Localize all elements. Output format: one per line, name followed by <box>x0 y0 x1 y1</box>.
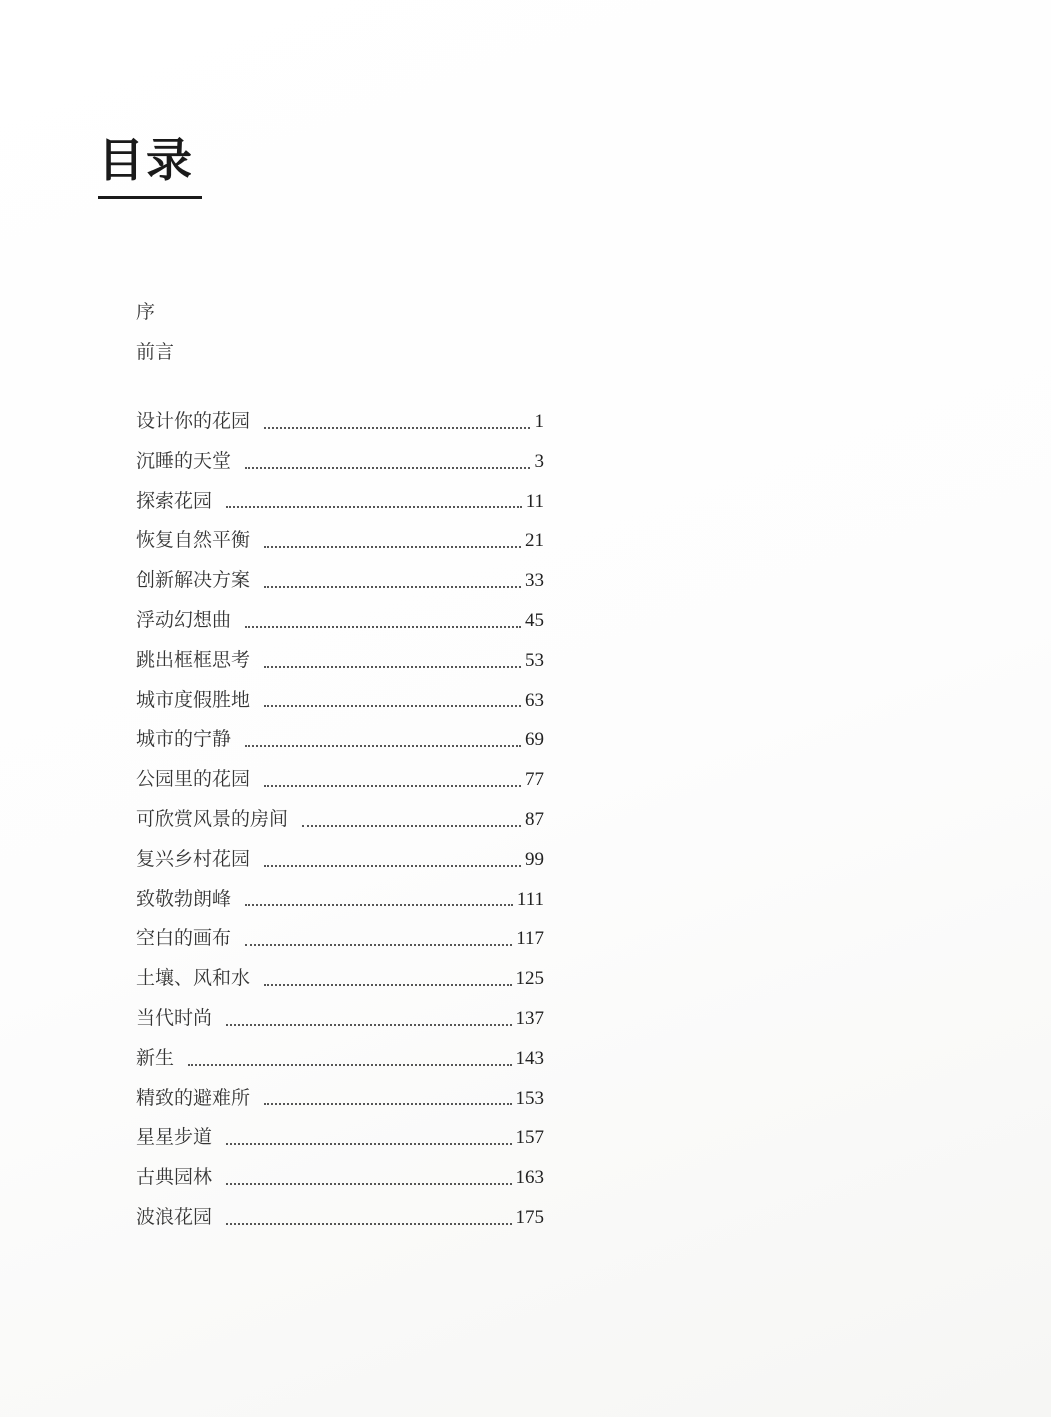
toc-entry <box>136 645 544 685</box>
toc-entry-title: 波浪花园 <box>136 1205 213 1228</box>
dot-leader <box>245 745 521 747</box>
toc-entry <box>136 605 544 645</box>
toc-entry-page-number: 157 <box>515 1127 544 1149</box>
dot-leader <box>188 1064 511 1066</box>
dot-leader <box>302 825 521 827</box>
toc-entry-title: 沉睡的天堂 <box>136 449 232 472</box>
dot-leader <box>226 1183 511 1185</box>
toc-entry <box>136 1162 544 1202</box>
toc-entry-title: 致敬勃朗峰 <box>136 887 232 910</box>
toc-entry <box>136 446 544 486</box>
toc-entry-title: 浮动幻想曲 <box>136 608 232 631</box>
toc-entry-title: 可欣赏风景的房间 <box>136 807 289 830</box>
toc-entry-title: 精致的避难所 <box>136 1086 251 1109</box>
table-of-contents <box>136 406 544 1242</box>
toc-entry-page-number: 1 <box>534 411 544 432</box>
toc-entry-page-number: 117 <box>516 928 544 950</box>
toc-entry <box>136 1083 544 1123</box>
toc-entry-page-number: 69 <box>525 729 544 751</box>
toc-entry <box>136 1122 544 1162</box>
toc-entry-page-number: 99 <box>525 848 544 870</box>
toc-entry <box>136 685 544 725</box>
toc-entry <box>136 565 544 605</box>
toc-entry-page-number: 125 <box>515 968 544 990</box>
toc-entry-page-number: 53 <box>525 649 544 671</box>
toc-entry-page-number: 153 <box>515 1087 544 1109</box>
dot-leader <box>226 506 522 508</box>
toc-entry-page-number: 77 <box>525 769 544 791</box>
dot-leader <box>245 944 512 946</box>
dot-leader <box>264 1103 511 1105</box>
dot-leader <box>264 546 521 548</box>
toc-entry-page-number: 11 <box>525 490 544 512</box>
toc-entry-title: 空白的画布 <box>136 927 232 950</box>
toc-entry-title: 设计你的花园 <box>136 410 251 432</box>
toc-entry-page-number: 163 <box>515 1167 544 1189</box>
toc-entry <box>136 923 544 963</box>
toc-entry <box>136 884 544 924</box>
toc-entry-title: 土壤、风和水 <box>136 967 251 990</box>
dot-leader <box>226 1024 511 1026</box>
toc-entry-title: 创新解决方案 <box>136 569 251 592</box>
toc-entry <box>136 844 544 884</box>
toc-entry <box>136 764 544 804</box>
toc-entry-page-number: 45 <box>525 609 544 631</box>
front-matter-preface: 序 <box>136 301 156 323</box>
dot-leader <box>264 785 521 787</box>
toc-entry <box>136 406 544 446</box>
front-matter-foreword: 前言 <box>136 341 175 363</box>
toc-entry <box>136 486 544 526</box>
dot-leader <box>245 904 513 906</box>
toc-entry <box>136 1043 544 1083</box>
toc-entry-title: 跳出框框思考 <box>136 648 251 671</box>
dot-leader <box>226 1223 511 1225</box>
dot-leader <box>264 984 511 986</box>
toc-entry <box>136 1003 544 1043</box>
toc-entry-page-number: 111 <box>516 888 544 910</box>
dot-leader <box>264 705 521 707</box>
toc-entry <box>136 804 544 844</box>
toc-entry-page-number: 87 <box>525 808 544 830</box>
toc-entry-title: 新生 <box>136 1046 175 1069</box>
toc-entry-title: 当代时尚 <box>136 1006 213 1029</box>
front-matter <box>136 292 174 372</box>
toc-entry-title: 城市度假胜地 <box>136 688 251 711</box>
dot-leader <box>245 626 521 628</box>
toc-entry <box>136 724 544 764</box>
dot-leader <box>264 586 521 588</box>
dot-leader <box>264 865 521 867</box>
dot-leader <box>264 427 530 429</box>
toc-entry-title: 复兴乡村花园 <box>136 847 251 870</box>
page-title: 目录 <box>98 130 202 199</box>
toc-entry-title: 古典园林 <box>136 1166 213 1189</box>
toc-entry-page-number: 137 <box>515 1007 544 1029</box>
toc-entry-page-number: 143 <box>515 1047 544 1069</box>
toc-entry-title: 公园里的花园 <box>136 768 251 791</box>
toc-entry-title: 城市的宁静 <box>136 728 232 751</box>
toc-entry <box>136 525 544 565</box>
toc-entry-page-number: 21 <box>525 530 544 552</box>
toc-entry-title: 星星步道 <box>136 1126 213 1149</box>
toc-entry-page-number: 33 <box>525 570 544 592</box>
toc-entry-title: 恢复自然平衡 <box>136 529 251 552</box>
dot-leader <box>226 1143 511 1145</box>
toc-entry-title: 探索花园 <box>136 489 213 512</box>
toc-entry <box>136 963 544 1003</box>
toc-entry-page-number: 63 <box>525 689 544 711</box>
toc-entry-page-number: 175 <box>515 1206 544 1228</box>
toc-entry <box>136 1202 544 1242</box>
dot-leader <box>264 666 521 668</box>
dot-leader <box>245 467 530 469</box>
toc-entry-page-number: 3 <box>534 450 544 472</box>
